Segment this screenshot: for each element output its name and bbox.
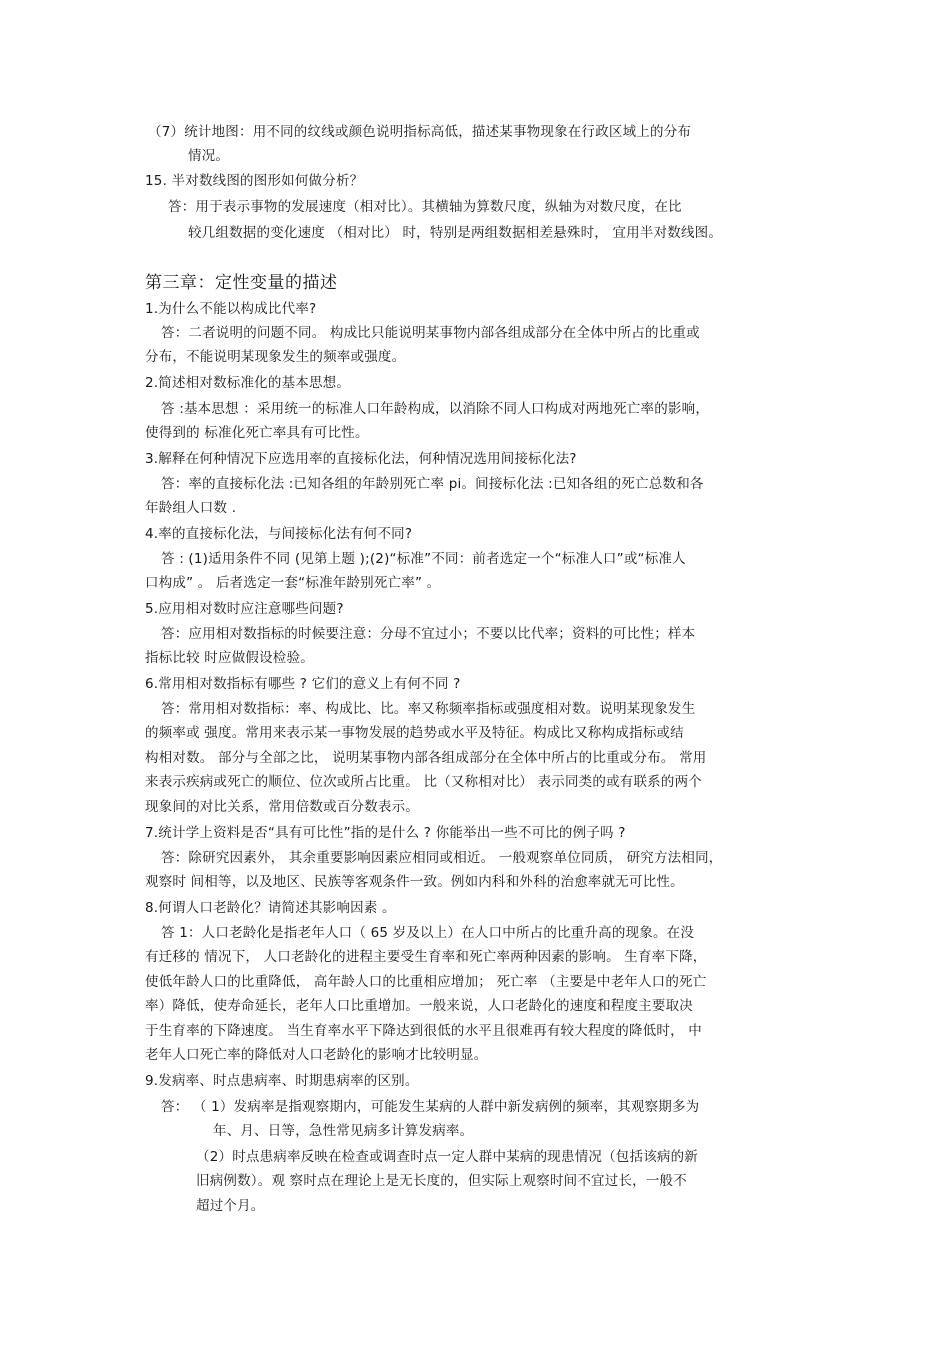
text-line: 使低年龄人口的比重降低， 高年龄人口的比重相应增加； 死亡率 （主要是中老年人口的死亡	[145, 974, 707, 990]
text-line: 构相对数。 部分与全部之比， 说明某事物内部各组成部分在全体中所占的比重或分布。 常用	[145, 750, 707, 766]
question-heading: 4.率的直接标化法，与间接标化法有何不同?	[145, 526, 413, 542]
text-line: 超过个月。	[196, 1198, 265, 1214]
text-line: 答 :基本思想 ：采用统一的标准人口年龄构成，以消除不同人口构成对两地死亡率的影响，	[161, 401, 710, 417]
question-heading: 15. 半对数线图的图形如何做分析？	[145, 173, 364, 189]
text-line: 答：用于表示事物的发展速度（相对比）。其横轴为算数尺度，纵轴为对数尺度，在比	[168, 199, 682, 215]
text-line: 答：常用相对数指标：率、构成比、比。率又称频率指标或强度相对数。说明某现象发生	[161, 701, 696, 717]
text-line: 旧病例数）。观 察时点在理论上是无长度的，但实际上观察时间不宜过长，一般不	[196, 1173, 687, 1189]
text-line: 观察时 间相等，以及地区、民族等客观条件一致。例如内科和外科的治愈率就无可比性。	[145, 874, 684, 890]
text-line: 的频率或 强度。常用来表示某一事物发展的趋势或水平及特征。构成比又称构成指标或结	[145, 725, 684, 741]
text-line: （7）统计地图：用不同的纹线或颜色说明指标高低，描述某事物现象在行政区域上的分布	[148, 124, 692, 140]
text-line: 现象间的对比关系，常用倍数或百分数表示。	[145, 799, 419, 815]
text-line: 较几组数据的变化速度 （相对比） 时，特别是两组数据相差悬殊时， 宜用半对数线图。	[188, 225, 723, 241]
text-line: 分布，不能说明某现象发生的频率或强度。	[145, 349, 406, 365]
text-line: 年龄组人口数 .	[145, 500, 237, 516]
text-line: 来表示疾病或死亡的顺位、位次或所占比重。 比（又称相对比） 表示同类的或有联系的两个	[145, 774, 702, 790]
question-heading: 8.何谓人口老龄化？请简述其影响因素 。	[145, 900, 396, 916]
text-line: 答：率的直接标化法 :已知各组的年龄别死亡率 pi。间接标化法 :已知各组的死亡总数和各	[161, 476, 704, 492]
question-heading: 3.解释在何种情况下应选用率的直接标化法，何种情况选用间接标化法?	[145, 451, 577, 467]
text-line: 老年人口死亡率的降低对人口老龄化的影响才比较明显。	[145, 1047, 488, 1063]
text-line: 使得到的 标准化死亡率具有可比性。	[145, 425, 369, 441]
text-line: 于生育率的下降速度。 当生育率水平下降达到很低的水平且很难再有较大程度的降低时， 中	[145, 1023, 702, 1039]
chapter-title: 第三章：定性变量的描述	[145, 273, 338, 293]
text-line: 情况。	[188, 148, 230, 164]
text-line: 答 : (1)适用条件不同 (见第上题 );(2)“标准”不同：前者选定一个“标准人口”或“标准人	[161, 551, 686, 567]
question-heading: 9.发病率、时点患病率、时期患病率的区别。	[145, 1073, 419, 1089]
text-line: 答 1：人口老龄化是指老年人口（ 65 岁及以上）在人口中所占的比重升高的现象。在没	[161, 925, 695, 941]
question-heading: 7.统计学上资料是否“具有可比性”指的是什么 ? 你能举出一些不可比的例子吗 ?	[145, 825, 626, 841]
text-line: 答：二者说明的问题不同。 构成比只能说明某事物内部各组成部分在全体中所占的比重或	[161, 325, 700, 341]
text-line: 口构成” 。 后者选定一套“标准年龄别死亡率” 。	[145, 575, 441, 591]
text-line: 答：应用相对数指标的时候要注意：分母不宜过小；不要以比代率；资料的可比性；样本	[161, 626, 696, 642]
question-heading: 2.简述相对数标准化的基本思想。	[145, 375, 351, 391]
text-line: 答： （ 1）发病率是指观察期内，可能发生某病的人群中新发病例的频率，其观察期多为	[161, 1099, 700, 1115]
text-line: （2）时点患病率反映在检查或调查时点一定人群中某病的现患情况（包括该病的新	[196, 1149, 698, 1165]
question-heading: 6.常用相对数指标有哪些 ? 它们的意义上有何不同 ?	[145, 676, 461, 692]
text-line: 指标比较 时应做假设检验。	[145, 650, 314, 666]
text-line: 有迁移的 情况下， 人口老龄化的进程主要受生育率和死亡率两种因素的影响。 生育率下降，	[145, 949, 707, 965]
question-heading: 1.为什么不能以构成比代率?	[145, 301, 317, 317]
text-line: 答：除研究因素外， 其余重要影响因素应相同或相近。 一般观察单位同质， 研究方法相同，	[161, 850, 723, 866]
question-heading: 5.应用相对数时应注意哪些问题?	[145, 601, 344, 617]
text-line: 年、月、日等，急性常见病多计算发病率。	[213, 1123, 474, 1139]
text-line: 率）降低，使寿命延长，老年人口比重增加。一般来说，人口老龄化的速度和程度主要取决	[145, 998, 693, 1014]
